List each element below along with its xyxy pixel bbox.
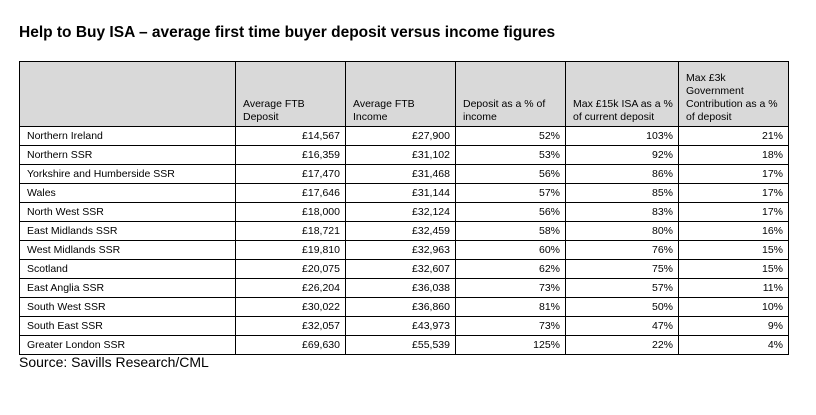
cell-deposit-pct-income: 60% [456, 241, 566, 260]
cell-gov-pct-deposit: 17% [679, 203, 789, 222]
header-deposit-pct-income: Deposit as a % of income [456, 62, 566, 127]
cell-isa-pct-deposit: 47% [566, 317, 679, 336]
table-row [20, 241, 789, 260]
cell-gov-pct-deposit: 21% [679, 127, 789, 146]
cell-deposit: £30,022 [236, 298, 346, 317]
table-row [20, 127, 789, 146]
table-row [20, 222, 789, 241]
cell-deposit-pct-income: 81% [456, 298, 566, 317]
cell-region: Greater London SSR [20, 336, 236, 355]
cell-deposit: £19,810 [236, 241, 346, 260]
table-row [20, 165, 789, 184]
cell-income: £55,539 [346, 336, 456, 355]
cell-deposit-pct-income: 125% [456, 336, 566, 355]
cell-gov-pct-deposit: 4% [679, 336, 789, 355]
header-gov-contribution-pct-deposit: Max £3k Government Contribution as a % of deposit [679, 62, 789, 127]
cell-isa-pct-deposit: 57% [566, 279, 679, 298]
table-row [20, 203, 789, 222]
cell-region: North West SSR [20, 203, 236, 222]
cell-income: £31,102 [346, 146, 456, 165]
cell-gov-pct-deposit: 18% [679, 146, 789, 165]
cell-deposit: £20,075 [236, 260, 346, 279]
cell-gov-pct-deposit: 16% [679, 222, 789, 241]
cell-region: West Midlands SSR [20, 241, 236, 260]
cell-deposit: £17,470 [236, 165, 346, 184]
table-row [20, 317, 789, 336]
cell-gov-pct-deposit: 9% [679, 317, 789, 336]
table-header [20, 62, 789, 127]
cell-isa-pct-deposit: 22% [566, 336, 679, 355]
cell-income: £27,900 [346, 127, 456, 146]
cell-isa-pct-deposit: 85% [566, 184, 679, 203]
header-region [20, 62, 236, 127]
table-body [20, 127, 789, 355]
cell-gov-pct-deposit: 15% [679, 241, 789, 260]
cell-income: £32,607 [346, 260, 456, 279]
cell-deposit-pct-income: 58% [456, 222, 566, 241]
table-row [20, 184, 789, 203]
cell-income: £32,459 [346, 222, 456, 241]
table-row [20, 146, 789, 165]
cell-deposit-pct-income: 62% [456, 260, 566, 279]
cell-gov-pct-deposit: 17% [679, 184, 789, 203]
cell-income: £31,468 [346, 165, 456, 184]
cell-region: East Anglia SSR [20, 279, 236, 298]
cell-deposit: £14,567 [236, 127, 346, 146]
cell-deposit: £16,359 [236, 146, 346, 165]
source-note: Source: Savills Research/CML [19, 354, 209, 370]
cell-income: £43,973 [346, 317, 456, 336]
cell-income: £32,124 [346, 203, 456, 222]
cell-deposit: £18,000 [236, 203, 346, 222]
cell-gov-pct-deposit: 11% [679, 279, 789, 298]
cell-deposit: £26,204 [236, 279, 346, 298]
cell-region: Wales [20, 184, 236, 203]
cell-isa-pct-deposit: 92% [566, 146, 679, 165]
cell-deposit-pct-income: 56% [456, 165, 566, 184]
table-row [20, 336, 789, 355]
cell-deposit: £17,646 [236, 184, 346, 203]
cell-deposit-pct-income: 73% [456, 279, 566, 298]
cell-deposit-pct-income: 53% [456, 146, 566, 165]
cell-region: Scotland [20, 260, 236, 279]
cell-deposit-pct-income: 52% [456, 127, 566, 146]
cell-isa-pct-deposit: 76% [566, 241, 679, 260]
cell-isa-pct-deposit: 103% [566, 127, 679, 146]
deposit-income-table [19, 61, 789, 355]
cell-income: £36,860 [346, 298, 456, 317]
cell-deposit-pct-income: 57% [456, 184, 566, 203]
cell-deposit: £18,721 [236, 222, 346, 241]
cell-region: Yorkshire and Humberside SSR [20, 165, 236, 184]
cell-income: £31,144 [346, 184, 456, 203]
cell-region: South West SSR [20, 298, 236, 317]
cell-gov-pct-deposit: 10% [679, 298, 789, 317]
cell-gov-pct-deposit: 17% [679, 165, 789, 184]
cell-isa-pct-deposit: 80% [566, 222, 679, 241]
cell-isa-pct-deposit: 50% [566, 298, 679, 317]
cell-isa-pct-deposit: 86% [566, 165, 679, 184]
table-row [20, 260, 789, 279]
cell-deposit-pct-income: 73% [456, 317, 566, 336]
cell-income: £36,038 [346, 279, 456, 298]
header-average-ftb-income: Average FTB Income [346, 62, 456, 127]
header-row [20, 62, 789, 127]
header-average-ftb-deposit: Average FTB Deposit [236, 62, 346, 127]
cell-deposit-pct-income: 56% [456, 203, 566, 222]
table-row [20, 279, 789, 298]
cell-region: South East SSR [20, 317, 236, 336]
header-isa-pct-deposit: Max £15k ISA as a % of current deposit [566, 62, 679, 127]
cell-deposit: £32,057 [236, 317, 346, 336]
cell-region: Northern Ireland [20, 127, 236, 146]
cell-income: £32,963 [346, 241, 456, 260]
cell-isa-pct-deposit: 75% [566, 260, 679, 279]
cell-deposit: £69,630 [236, 336, 346, 355]
cell-isa-pct-deposit: 83% [566, 203, 679, 222]
cell-region: East Midlands SSR [20, 222, 236, 241]
cell-region: Northern SSR [20, 146, 236, 165]
cell-gov-pct-deposit: 15% [679, 260, 789, 279]
page-title: Help to Buy ISA – average first time buyer deposit versus income figures [19, 24, 556, 41]
table-row [20, 298, 789, 317]
